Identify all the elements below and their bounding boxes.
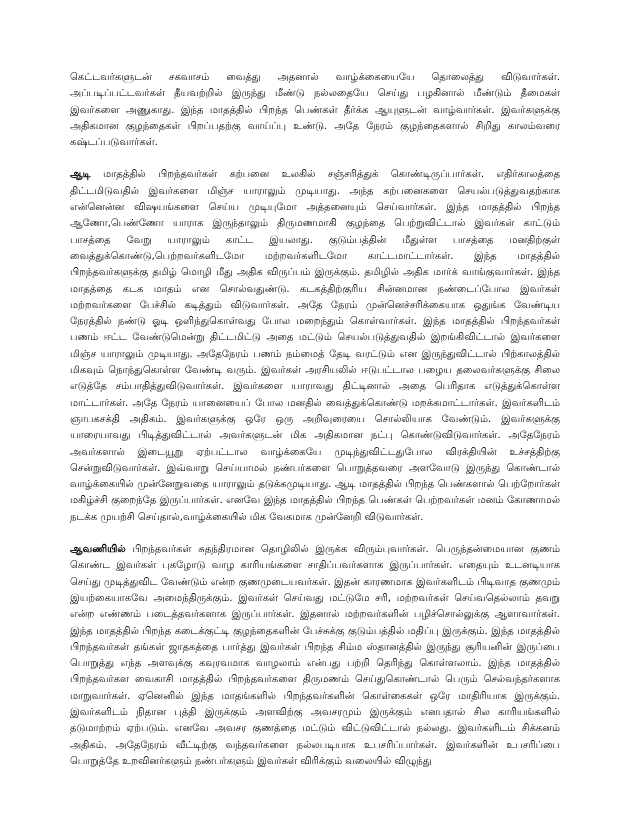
paragraph-lead-aavani: ஆவணியில் <box>70 544 126 556</box>
paragraph-text: மாதத்தில் பிறந்தவர்கள் கற்பனை உலகில் சஞ்சரித்துக் கொண்டிருப்பார்கள். எதிர்காலத்தை திட்டமிடுவதில் இவர்களை மிஞ்ச யாராலும் முடியாது. அந்த கற்பனைகளை செயல்படுத்துவதற்காக என்னென்ன விஷயங்களை செய்ய முடியுமோ அத்தனையும் செய்வார்கள். இந்த மாதத்தில் பிறந்த ஆணோ,பெண்ணோ யாராக இருந்தாலும் திருமணமாகி குழந்தை பெற்றுவிட்டால் இவர்கள் காட்டும் பாசத்தை வேறு யாராலும் காட்ட இயலாது. குடும்பத்தின் மீதுள்ள பாசத்தை மனதிற்குள் வைத்துக்கொண்டு,பெற்றவர்களிடமோ மற்றவர்களிடமோ காட்டமாட்டார்கள். இந்த மாதத்தில் பிறந்தவர்களுக்கு தமிழ் மொழி மீது அதிக விருப்பம் இருக்கும். தமிழில் அதிக மார்க் வாங்குவார்கள். இந்த மாதத்தை கடக மாதம் என சொல்வதுண்டு. கடகத்திற்குரிய சின்னமான நண்டைப்போல இவர்கள் மற்றவர்களை பேச்சில் கடித்தும் விடுவார்கள். அதே நேரம் முன்னெச்சரிக்கையாக ஒதுங்க வேண்டிய நேரத்தில் நண்டு ஓடி ஒளிந்துகொள்வது போல மறைந்தும் கொள்வார்கள். இந்த மாதத்தில் பிறந்தவர்கள் பணம் ஈட்ட வேண்டுமென்று திட்டமிட்டு அதை மட்டும் செயல்படுத்துவதில் இறங்கிவிட்டால் இவர்களை மிஞ்ச யாராலும் முடியாது. அதேநேரம் பணம் நம்மைத் தேடி வரட்டும் என இருந்துவிட்டால் பிற்காலத்தில் மிகவும் நொந்துகொள்ள வேண்டி வரும். இவர்கள் அரசியலில் ஈடுபட்டால பழைய தலைவர்களுக்கு சிலை எடுத்தே சம்பாதித்துவிடுவார்கள். இவர்களை யாராவது திட்டினால் அதை பெரிதாக எடுத்துக்கொள்ள மாட்டார்கள். அதே நேரம் யானையைப் போல மனதில் வைத்துக்கொண்டு மறக்கமாட்டார்கள். இவர்களிடம் ஞாபகசக்தி அதிகம். இவர்களுக்கு ஒரே ஒரு அறிவுரையை சொல்லியாக வேண்டும். இவர்களுக்கு யாரையாவது பிடித்துவிட்டால் அவர்களுடன் மிக அதிகமான நட்பு கொண்டுவிடுவார்கள். அதேநேரம் அவர்களால் இடையூறு ஏற்பட்டால வாழ்க்கையே முடிந்துவிட்டதுபோல விரக்தியின் உச்சத்திற்கு சென்றுவிடுவார்கள். இவ்வாறு செய்யாமல் நண்பர்களை பொறுத்தவரை அளவோடு இருந்து கொண்டால் வாழ்க்கையில் முன்னேறுவதை யாராலும் தடுக்கமுடியாது. ஆடி மாதத்தில் பிறந்த பெண்களால் பெற்றோர்கள் மகிழ்ச்சி குறைந்தே இருப்பார்கள். எனவே இந்த மாதத்தில் பிறந்த பெண்கள் பெற்றவர்கள் மனம் கோணாமல் நடக்க முயற்சி செய்தால்,வாழ்க்கையில் மிக வேகமாக முன்னேறி விடுவார்கள். <box>70 169 560 523</box>
paragraph-aavani <box>70 542 560 770</box>
paragraph-intro <box>70 70 560 151</box>
document-page <box>70 70 560 786</box>
paragraph-aadi <box>70 167 560 526</box>
paragraph-lead-aadi: ஆடி <box>70 169 91 181</box>
paragraph-text: பிறந்தவர்கள் சுதந்திரமான தொழிலில் இருக்க விரும்புவார்கள். பெருந்தன்மையான குணம் கொண்ட இவர்கள் புகழோடு வாழ காரியங்களை சாதிப்பவர்களாக இருப்பார்கள். எதையும் உடனடியாக செய்து முடித்துவிட வேண்டும் என்ற குணமுடையவர்கள். இதன் காரணமாக இவர்களிடம் பிடிவாத குணமும் இயற்கையாகவே அமைந்திருக்கும். இவர்கள் செய்வது மட்டுமே சரி, மற்றவர்கள் செய்வதெல்லாம் தவறு என்ற எண்ணம் படைத்தவர்களாக இருப்பார்கள். இதனால் மற்றவர்களின் பழிச்சொல்லுக்கு ஆளாவார்கள். இந்த மாதத்தில் பிறந்த கடைக்குட்டி குழந்தைகளின் பேச்சுக்கு குடும்பத்தில் மதிப்பு இருக்கும். இந்த மாதத்தில் பிறந்தவர்கள் தங்கள் ஜாதகத்தை பார்த்து இவர்கள் பிறந்த சிம்ம ஸ்தானத்தில் இருந்து சூரியனின் இருப்பை பொறுத்து எந்த அளவுக்கு கவுரவமாக வாழலாம் என்பது பற்றி தெரிந்து கொள்ளலாம். இந்த மாதத்தில் பிறந்தவர்கள வைகாசி மாதத்தில் பிறந்தவர்களை திருமணம் செய்துகொண்டால் பெரும் செல்வந்தர்களாக மாறுவார்கள். ஏனெனில் இந்த மாதங்களில் பிறந்தவர்களின் கொள்கைகள் ஒரே மாதிரியாக இருக்கும். இவர்களிடம் நிதான புத்தி இருக்கும் அளவிற்கு அவசரமும் இருக்கும் எனபதால் சில காரியங்களில் தடுமாற்றம் ஏற்படும். எனவே அவசர குணத்தை மட்டும் விட்டுவிட்டால் நல்லது. இவர்களிடம் சிக்கனம் அதிகம். அதேநேரம் வீட்டிற்கு வந்தவர்களை நல்லபடியாக உபசரிப்பார்கள். இவர்களின் உபசரிப்பை பொறுத்தே உறவினர்களும் நண்பர்களும் இவர்கள் விரிக்கும் வலையில் விழுந்து <box>70 544 561 767</box>
paragraph-text: கெட்டவர்களுடன் சகவாசம் வைத்து அதனால் வாழ்க்கையையே தொலைத்து விடுவார்கள். அப்படிப்பட்டவர்கள் தீயவற்றில் இருந்து மீண்டு நல்லதையே செய்து பழகினால் மீண்டும் தீமைகள் இவர்களை அணுகாது. இந்த மாதத்தில் பிறந்த பெண்கள் தீர்க்க ஆயுளுடன் வாழ்வார்கள். இவர்களுக்கு அதிகமான குழந்தைகள் பிறப்பதற்கு வாய்ப்பு உண்டு. அதே நேரம் குழந்தைகளால் சிறிது காலம்வரை கஷ்டப்படுவார்கள். <box>70 72 560 149</box>
